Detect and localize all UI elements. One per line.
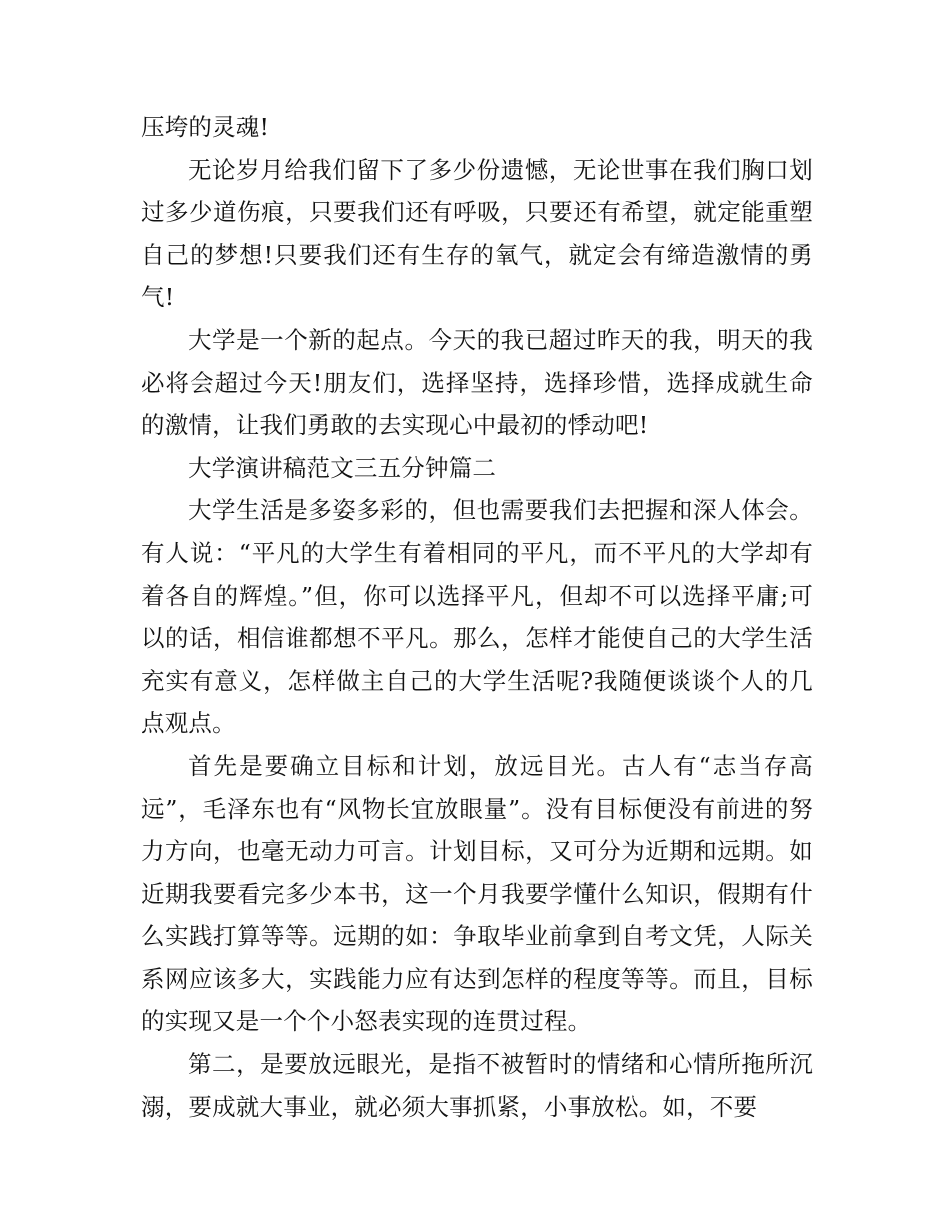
paragraph-4: 大学生活是多姿多彩的，但也需要我们去把握和深人体会。有人说：“平凡的大学生有着相同的平凡，而不平凡的大学却有着各自的辉煌。”但，你可以选择平凡，但却不可以选择平庸;可以的话，相信谁都想不平凡。那么，怎样才能使自己的大学生活充实有意义，怎样做主自己的大学生活呢?我随便谈谈个人的几点观点。 — [141, 496, 813, 738]
paragraph-3: 大学是一个新的起点。今天的我已超过昨天的我，明天的我必将会超过今天!朋友们，选择坚持，选择珍惜，选择成就生命的激情，让我们勇敢的去实现心中最初的悸动吧! — [141, 325, 813, 440]
paragraph-6: 第二，是要放远眼光，是指不被暂时的情绪和心情所拖所沉溺，要成就大事业，就必须大事抓紧，小事放松。如，不要 — [141, 1050, 813, 1121]
paragraph-2: 无论岁月给我们留下了多少份遗憾，无论世事在我们胸口划过多少道伤痕，只要我们还有呼吸，只要还有希望，就定能重塑自己的梦想!只要我们还有生存的氧气，就定会有缔造激情的勇气! — [141, 155, 813, 312]
paragraph-5: 首先是要确立目标和计划，放远目光。古人有“志当存高远”，毛泽东也有“风物长宜放眼量”。没有目标便没有前进的努力方向，也毫无动力可言。计划目标，又可分为近期和远期。如近期我要看完多少本书，这一个月我要学懂什么知识，假期有什么实践打算等等。远期的如：争取毕业前拿到自考文凭，人际关系网应该多大，实践能力应有达到怎样的程度等等。而且，目标的实现又是一个个小怒表实现的连贯过程。 — [141, 751, 813, 1036]
section-heading: 大学演讲稿范文三五分钟篇二 — [188, 453, 497, 482]
paragraph-1: 压垮的灵魂! — [141, 113, 270, 141]
document-page — [141, 106, 813, 1128]
